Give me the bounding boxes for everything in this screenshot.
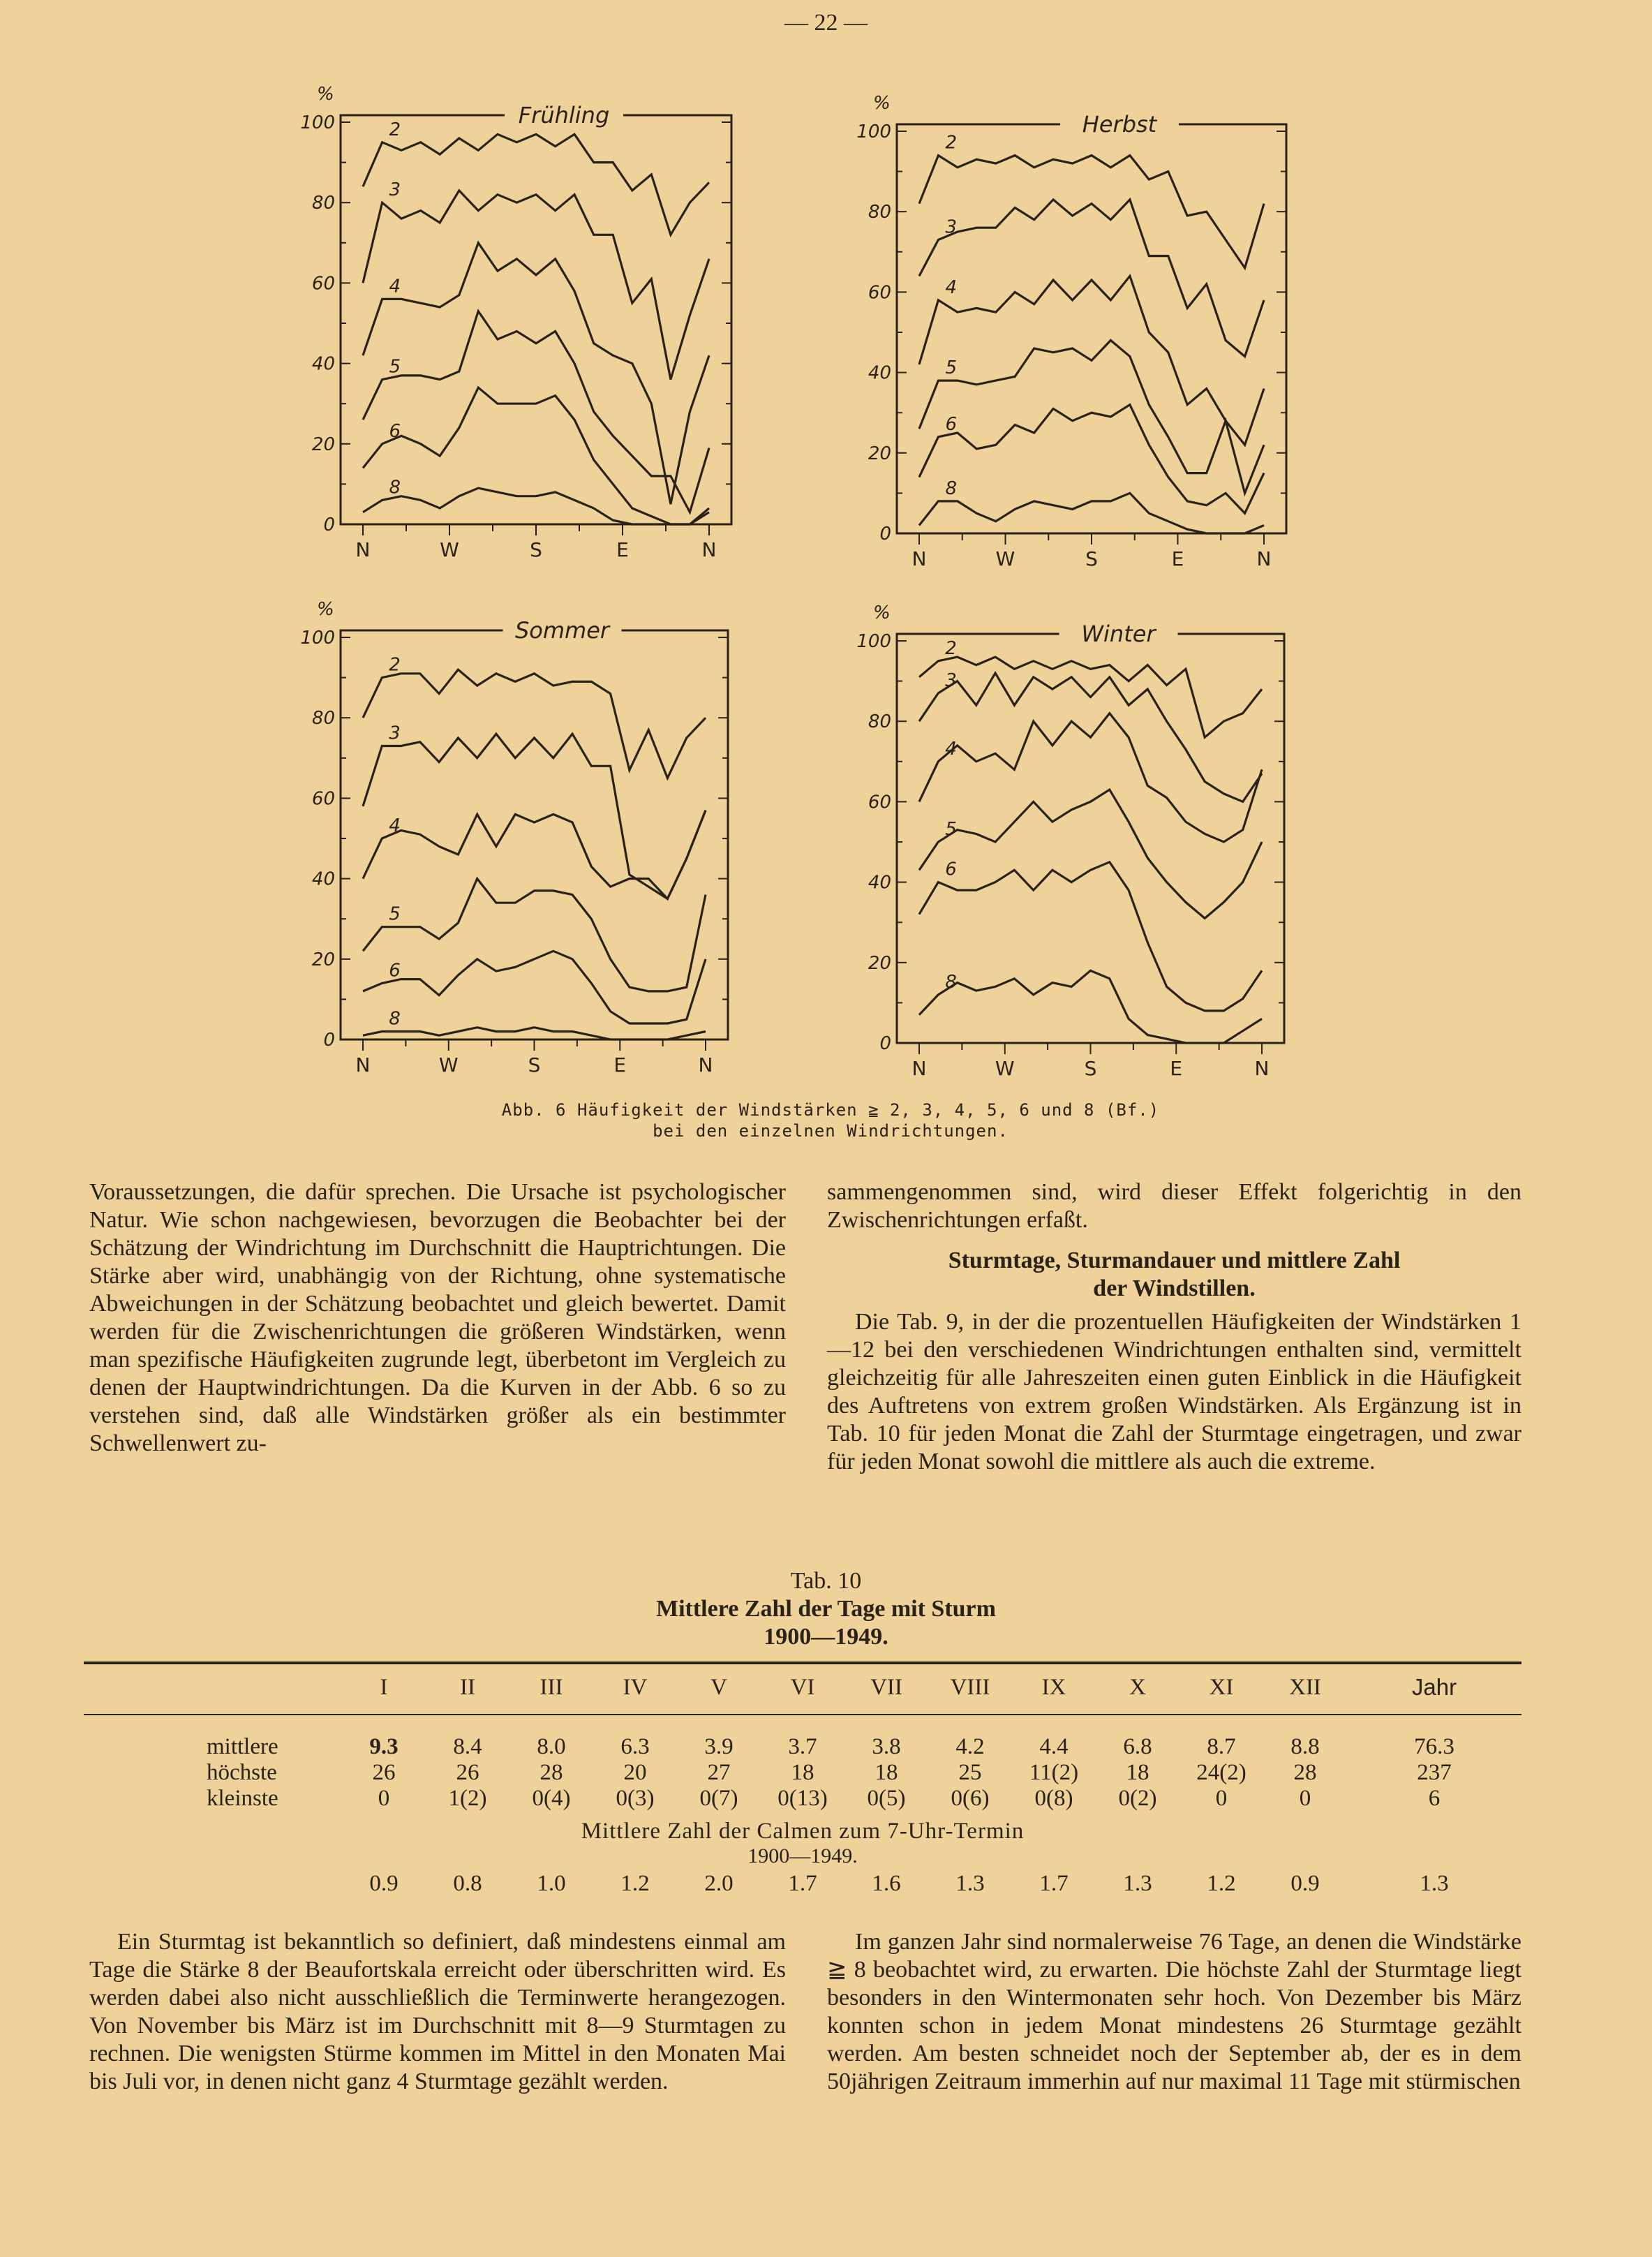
x-tick-label: N xyxy=(911,1057,927,1080)
series-line-2 xyxy=(363,134,709,235)
series-line-2 xyxy=(919,156,1264,268)
y-tick-label: 0 xyxy=(323,515,335,535)
header-empty xyxy=(84,1660,342,1715)
calm-period-row xyxy=(84,1844,1521,1868)
series-label: 6 xyxy=(945,413,957,435)
chart-title: Frühling xyxy=(518,102,610,128)
x-tick-label: N xyxy=(698,1053,713,1076)
series-line-4 xyxy=(363,243,709,504)
series-line-4 xyxy=(363,811,706,899)
table-header-row xyxy=(84,1660,1521,1715)
table-cell: 6.3 xyxy=(620,1734,650,1759)
y-tick-label: 20 xyxy=(868,952,891,974)
calm-value: 1.0 xyxy=(537,1870,566,1896)
column-header: II xyxy=(460,1674,475,1700)
calm-value: 0.8 xyxy=(453,1870,482,1896)
series-line-3 xyxy=(363,734,706,898)
x-tick-label: S xyxy=(1084,1057,1097,1080)
chart-frame xyxy=(341,115,731,524)
y-tick-label: 100 xyxy=(856,121,891,142)
series-label: 4 xyxy=(389,815,401,836)
column-header: VII xyxy=(870,1674,902,1700)
table-cell: 20 xyxy=(623,1760,647,1785)
table-title: Mittlere Zahl der Tage mit Sturm xyxy=(656,1596,996,1622)
x-tick-label: N xyxy=(1256,547,1272,570)
chart-2 xyxy=(300,599,728,1076)
chart-title: Sommer xyxy=(514,617,610,644)
table-cell: 18 xyxy=(791,1760,814,1785)
calm-label-empty xyxy=(84,1868,342,1899)
table-cell: 0(7) xyxy=(699,1786,738,1811)
column-header: XII xyxy=(1289,1674,1321,1700)
table-cell: 24(2) xyxy=(1196,1760,1247,1785)
y-tick-label: 40 xyxy=(311,868,335,890)
series-label: 5 xyxy=(945,819,957,840)
x-tick-label: W xyxy=(440,538,459,561)
series-label: 3 xyxy=(945,669,957,691)
calm-title: Mittlere Zahl der Calmen zum 7-Uhr-Termin xyxy=(581,1819,1025,1844)
table-row xyxy=(84,1786,1521,1812)
series-line-8 xyxy=(363,1028,706,1039)
chart-3 xyxy=(856,602,1284,1080)
x-tick-label: S xyxy=(528,1053,541,1076)
x-tick-label: N xyxy=(911,547,927,570)
column-header: IX xyxy=(1041,1674,1066,1700)
series-line-6 xyxy=(363,951,706,1023)
table-cell: 8.8 xyxy=(1290,1734,1320,1759)
y-tick-label: 20 xyxy=(311,949,335,970)
table-cell: 76.3 xyxy=(1414,1734,1454,1759)
table-cell: 0(5) xyxy=(867,1786,906,1811)
series-line-5 xyxy=(363,879,706,991)
table-cell: 0(8) xyxy=(1034,1786,1073,1811)
table-cell: 0(3) xyxy=(616,1786,655,1811)
y-tick-label: 60 xyxy=(311,788,335,810)
section-heading xyxy=(827,1247,1521,1303)
column-header: XI xyxy=(1209,1674,1234,1700)
x-tick-label: N xyxy=(355,1053,371,1076)
x-tick-label: E xyxy=(1170,1057,1183,1080)
column-header: VI xyxy=(790,1674,815,1700)
chart-frame xyxy=(897,124,1286,533)
series-label: 3 xyxy=(945,216,957,238)
percent-sign: % xyxy=(317,84,334,105)
y-tick-label: 0 xyxy=(323,1030,335,1051)
series-line-5 xyxy=(919,341,1264,494)
table-row xyxy=(84,1760,1521,1786)
series-label: 3 xyxy=(389,179,401,201)
y-tick-label: 0 xyxy=(879,1033,891,1054)
bottom-right-column xyxy=(827,1928,1521,2096)
chart-title: Herbst xyxy=(1082,111,1157,138)
table-cell: 28 xyxy=(539,1760,563,1785)
table-cell: 18 xyxy=(875,1760,898,1785)
table-period: 1900—1949. xyxy=(764,1624,888,1650)
y-tick-label: 80 xyxy=(868,711,891,733)
calm-value: 1.3 xyxy=(1420,1870,1449,1896)
series-label: 3 xyxy=(389,723,401,744)
x-tick-label: E xyxy=(613,1053,627,1076)
calm-value: 0.9 xyxy=(1290,1870,1320,1896)
figure-abb-6 xyxy=(0,0,1652,1117)
x-tick-label: W xyxy=(995,1057,1015,1080)
y-tick-label: 40 xyxy=(868,362,891,384)
y-tick-label: 100 xyxy=(300,628,335,649)
table-cell: 8.0 xyxy=(537,1734,566,1759)
series-line-3 xyxy=(363,191,709,380)
series-label: 2 xyxy=(389,654,401,676)
table-cell: 0 xyxy=(1299,1786,1311,1811)
storm-days-table xyxy=(84,1660,1521,1899)
series-label: 4 xyxy=(945,276,957,298)
x-tick-label: S xyxy=(1085,547,1098,570)
y-tick-label: 100 xyxy=(856,631,891,652)
figure-caption xyxy=(349,1100,1312,1141)
table-cell: 27 xyxy=(707,1760,731,1785)
series-label: 5 xyxy=(389,903,401,925)
series-label: 4 xyxy=(945,738,957,760)
table-cell: 0 xyxy=(1215,1786,1228,1811)
column-header: V xyxy=(710,1674,727,1700)
column-header: III xyxy=(539,1674,563,1700)
percent-sign: % xyxy=(873,93,891,114)
page-number: — 22 — xyxy=(784,10,868,36)
calm-values-row xyxy=(84,1868,1521,1899)
row-label: mittlere xyxy=(207,1734,278,1759)
y-tick-label: 80 xyxy=(311,708,335,730)
series-label: 2 xyxy=(945,132,957,154)
table-cell: 4.2 xyxy=(955,1734,985,1759)
series-line-5 xyxy=(363,311,709,512)
table-cell: 18 xyxy=(1126,1760,1149,1785)
y-tick-label: 80 xyxy=(311,193,335,214)
row-label: höchste xyxy=(207,1760,277,1785)
y-tick-label: 100 xyxy=(300,112,335,133)
column-header: I xyxy=(380,1674,388,1700)
x-tick-label: W xyxy=(438,1053,459,1076)
series-label: 5 xyxy=(389,356,401,378)
x-tick-label: E xyxy=(1171,547,1184,570)
column-header: VIII xyxy=(950,1674,990,1700)
series-label: 8 xyxy=(945,478,957,499)
series-line-5 xyxy=(919,790,1262,918)
table-cell: 26 xyxy=(456,1760,479,1785)
column-header: IV xyxy=(623,1674,648,1700)
table-cell: 6 xyxy=(1428,1786,1441,1811)
y-tick-label: 80 xyxy=(868,202,891,223)
calm-value: 1.2 xyxy=(1207,1870,1236,1896)
calm-value: 1.7 xyxy=(788,1870,817,1896)
table-cell: 0(13) xyxy=(777,1786,828,1811)
calm-title-row xyxy=(84,1812,1521,1844)
right-paragraph-1: sammengenommen sind, wird dieser Effekt folgerichtig in den Zwischenrichtungen erfaßt. xyxy=(827,1179,1521,1233)
table-cell: 8.4 xyxy=(453,1734,482,1759)
series-label: 2 xyxy=(945,637,957,659)
chart-title: Winter xyxy=(1081,621,1156,647)
table-cell: 8.7 xyxy=(1207,1734,1236,1759)
table-cell: 1(2) xyxy=(448,1786,487,1811)
y-tick-label: 40 xyxy=(868,872,891,894)
table-label: Tab. 10 xyxy=(790,1568,862,1594)
series-line-2 xyxy=(363,669,706,778)
table-cell: 6.8 xyxy=(1123,1734,1152,1759)
y-tick-label: 20 xyxy=(311,434,335,455)
series-label: 6 xyxy=(389,420,401,442)
caption-line-2: bei den einzelnen Windrichtungen. xyxy=(653,1121,1009,1141)
table-cell: 4.4 xyxy=(1039,1734,1069,1759)
x-tick-label: E xyxy=(616,538,629,561)
table-cell: 3.7 xyxy=(788,1734,817,1759)
left-column xyxy=(89,1178,786,1458)
x-tick-label: W xyxy=(995,547,1015,570)
table-cell: 0(2) xyxy=(1118,1786,1157,1811)
table-row xyxy=(84,1734,1521,1760)
series-label: 8 xyxy=(389,477,401,498)
table-cell: 0(4) xyxy=(532,1786,571,1811)
x-tick-label: N xyxy=(355,538,371,561)
calm-value: 1.3 xyxy=(1123,1870,1152,1896)
y-tick-label: 40 xyxy=(311,353,335,375)
column-header: X xyxy=(1129,1674,1146,1700)
series-label: 6 xyxy=(389,960,401,982)
table-cell: 28 xyxy=(1293,1760,1317,1785)
right-column xyxy=(827,1178,1521,1476)
table-cell: 0 xyxy=(378,1786,390,1811)
section-heading-line-1: Sturmtage, Sturmandauer und mittlere Zahl xyxy=(948,1248,1401,1273)
calm-period: 1900—1949. xyxy=(747,1844,858,1867)
calm-value: 0.9 xyxy=(369,1870,399,1896)
bottom-left-paragraph: Ein Sturmtag ist bekanntlich so definiert, daß mindestens einmal am Tage die Stärke 8 der Beaufortskala erreicht oder überschritten wird. Es werden dabei also nicht ausschließlich die Terminwerte herangezogen. Von November bis März ist im Durchschnitt mit 8—9 Sturmtagen zu rechnen. Die wenigsten Stürme kommen im Mittel in den Monaten Mai bis Juli vor, in denen nicht ganz 4 Sturmtage gezählt werden. xyxy=(89,1929,786,2094)
table-cell: 0(6) xyxy=(951,1786,990,1811)
calm-value: 1.7 xyxy=(1039,1870,1069,1896)
y-tick-label: 60 xyxy=(311,273,335,295)
calm-value: 1.2 xyxy=(620,1870,650,1896)
chart-1 xyxy=(856,93,1286,570)
series-line-3 xyxy=(919,200,1264,357)
row-label: kleinste xyxy=(207,1786,278,1811)
table-spacer xyxy=(84,1715,1521,1734)
calm-value: 1.6 xyxy=(872,1870,901,1896)
right-paragraph-2: Die Tab. 9, in der die prozentuellen Häufigkeiten der Windstärken 1—12 bei den verschiedenen Windrichtungen enthalten sind, vermittelt gleichzeitig für alle Jahreszeiten einen guten Einblick in die Häufigkeit des Auftretens von extrem großen Windstärken. Als Ergänzung ist in Tab. 10 für jeden Monat die Zahl der Sturmtage eingetragen, und zwar für jeden Monat sowohl die mittlere als auch die extreme. xyxy=(827,1309,1521,1474)
series-label: 8 xyxy=(389,1008,401,1030)
table-cell: 3.8 xyxy=(872,1734,901,1759)
table-cell: 3.9 xyxy=(704,1734,734,1759)
percent-sign: % xyxy=(873,602,891,623)
series-label: 8 xyxy=(945,971,957,993)
calm-value: 1.3 xyxy=(955,1870,985,1896)
table-cell: 26 xyxy=(372,1760,396,1785)
y-tick-label: 0 xyxy=(879,524,891,545)
series-line-6 xyxy=(363,387,709,524)
y-tick-label: 20 xyxy=(868,443,891,464)
table-cell: 11(2) xyxy=(1029,1760,1079,1785)
x-tick-label: N xyxy=(1254,1057,1270,1080)
series-line-8 xyxy=(919,493,1264,533)
series-line-8 xyxy=(919,970,1262,1043)
left-paragraph: Voraussetzungen, die dafür sprechen. Die Ursache ist psychologischer Natur. Wie schon nachgewiesen, bevorzugen die Beobachter bei der Schätzung der Windrichtung im Durchschnitt die Hauptrichtungen. Die Stärke aber wird, unabhängig von der Richtung, ohne systematische Abweichungen in der Schätzung beobachtet und gleich bewertet. Damit werden für die Zwischenrichtungen die größeren Windstärken, wenn man spezifische Häufigkeiten zugrunde legt, überbetont im Vergleich zu denen der Hauptwindrichtungen. Da die Kurven in der Abb. 6 so zu verstehen sind, daß alle Windstärken größer als ein bestimmter Schwellenwert zu- xyxy=(89,1179,786,1456)
y-tick-label: 60 xyxy=(868,282,891,304)
calm-value: 2.0 xyxy=(704,1870,734,1896)
table-cell: 25 xyxy=(958,1760,982,1785)
table-cell: 9.3 xyxy=(369,1734,399,1759)
column-header: Jahr xyxy=(1411,1674,1457,1700)
chart-0 xyxy=(300,84,731,561)
bottom-left-column xyxy=(89,1928,786,2096)
bottom-right-paragraph: Im ganzen Jahr sind normalerweise 76 Tage, an denen die Windstärke ≧ 8 beobachtet wird, zu erwarten. Die höchste Zahl der Sturmtage liegt besonders in den Wintermonaten sehr hoch. Von Dezember bis März konnten schon in jedem Monat mindestens 26 Sturmtage gezählt werden. Am besten schneidet noch der September ab, der es in dem 50jährigen Zeitraum immerhin auf nur maximal 11 Tage mit stürmischen xyxy=(827,1929,1521,2094)
y-tick-label: 60 xyxy=(868,792,891,813)
section-heading-line-2: der Windstillen. xyxy=(1093,1275,1256,1301)
series-label: 5 xyxy=(945,357,957,379)
x-tick-label: N xyxy=(701,538,717,561)
x-tick-label: S xyxy=(530,538,542,561)
table-cell: 237 xyxy=(1417,1760,1452,1785)
caption-line-1: Abb. 6 Häufigkeit der Windstärken ≧ 2, 3, 4, 5, 6 und 8 (Bf.) xyxy=(501,1100,1160,1120)
series-label: 6 xyxy=(945,859,957,880)
series-label: 2 xyxy=(389,119,401,140)
series-label: 4 xyxy=(389,276,401,297)
percent-sign: % xyxy=(317,599,334,620)
